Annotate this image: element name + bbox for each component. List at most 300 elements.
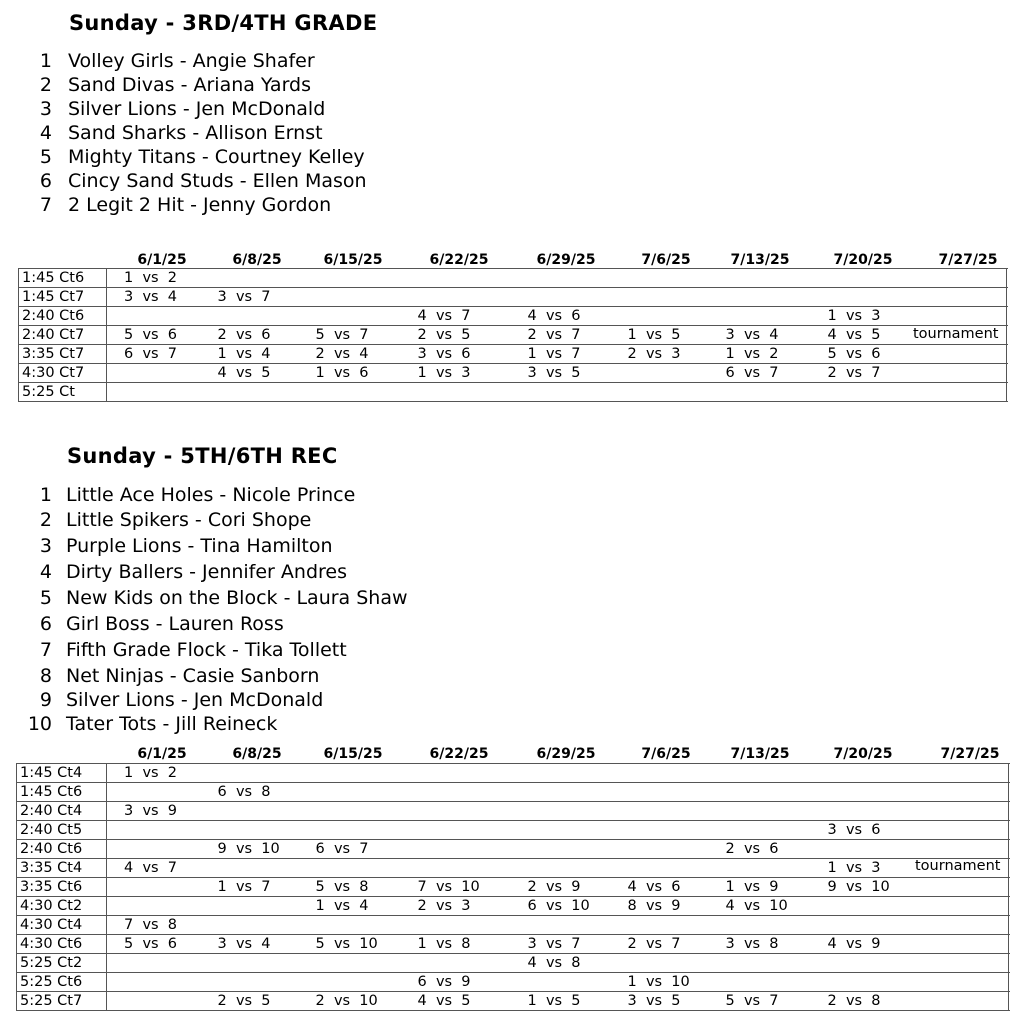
tournament-note: tournament — [913, 326, 999, 342]
match-pairing: 9 vs 10 — [217, 840, 280, 857]
match-cell — [107, 935, 201, 954]
schedule-row — [17, 992, 1009, 1011]
match-cell — [811, 897, 1009, 916]
match-cell — [201, 916, 299, 935]
team-number: 3 — [39, 535, 52, 557]
match-cell — [299, 878, 401, 897]
match-cell — [709, 897, 811, 916]
team-name: Girl Boss - Lauren Ross — [66, 613, 284, 635]
team-number: 7 — [39, 639, 52, 661]
schedule-row — [17, 878, 1009, 897]
match-cell — [107, 288, 201, 307]
team-number: 1 — [39, 50, 52, 72]
match-cell — [401, 954, 511, 973]
tournament-note: tournament — [915, 858, 1001, 874]
match-cell — [511, 269, 611, 288]
time-slot: 1:45 Ct6 — [17, 783, 107, 802]
match-cell — [709, 307, 811, 326]
match-pairing: 2 vs 3 — [417, 897, 471, 914]
match-cell — [811, 364, 1007, 383]
team-name: Sand Sharks - Allison Ernst — [68, 122, 323, 144]
match-pairing: 1 vs 9 — [725, 878, 779, 895]
match-cell — [299, 288, 401, 307]
match-cell — [401, 897, 511, 916]
match-cell — [709, 973, 811, 992]
team-name: 2 Legit 2 Hit - Jenny Gordon — [68, 194, 332, 216]
date-header: 6/22/25 — [429, 746, 489, 762]
time-slot: 2:40 Ct6 — [19, 307, 107, 326]
match-cell — [201, 878, 299, 897]
date-header: 7/20/25 — [833, 746, 893, 762]
schedule-table — [16, 763, 1009, 1011]
match-cell — [299, 345, 401, 364]
match-pairing: 1 vs 8 — [417, 935, 471, 952]
match-cell — [511, 935, 611, 954]
schedule-table — [18, 268, 1007, 402]
match-cell — [299, 326, 401, 345]
team-name: Cincy Sand Studs - Ellen Mason — [68, 170, 367, 192]
match-cell — [611, 973, 709, 992]
team-number: 5 — [39, 587, 52, 609]
team-number: 5 — [39, 146, 52, 168]
team-number: 2 — [39, 509, 52, 531]
team-name: Net Ninjas - Casie Sanborn — [66, 665, 320, 687]
match-cell — [709, 288, 811, 307]
match-cell — [811, 821, 1009, 840]
match-cell — [107, 878, 201, 897]
match-cell — [201, 269, 299, 288]
match-pairing: 1 vs 7 — [217, 878, 271, 895]
match-cell — [201, 821, 299, 840]
match-pairing: 3 vs 8 — [725, 935, 779, 952]
match-pairing: 3 vs 6 — [827, 821, 881, 838]
match-cell — [107, 307, 201, 326]
schedule-row — [17, 935, 1009, 954]
match-cell — [201, 345, 299, 364]
match-cell — [201, 783, 299, 802]
team-name: Silver Lions - Jen McDonald — [66, 689, 324, 711]
match-pairing: 2 vs 9 — [527, 878, 581, 895]
match-cell — [709, 783, 811, 802]
time-slot: 4:30 Ct6 — [17, 935, 107, 954]
match-pairing: 3 vs 5 — [527, 364, 581, 381]
match-cell — [811, 802, 1009, 821]
match-cell — [811, 916, 1009, 935]
match-pairing: 4 vs 5 — [217, 364, 271, 381]
match-cell — [299, 935, 401, 954]
match-cell — [299, 992, 401, 1011]
match-cell — [401, 859, 511, 878]
date-header: 6/1/25 — [137, 252, 187, 268]
match-cell — [709, 935, 811, 954]
team-name: Dirty Ballers - Jennifer Andres — [66, 561, 347, 583]
match-pairing: 2 vs 10 — [315, 992, 378, 1009]
team-number: 3 — [39, 98, 52, 120]
match-cell — [511, 383, 611, 402]
match-cell — [811, 269, 1007, 288]
team-number: 4 — [39, 561, 52, 583]
match-cell — [611, 288, 709, 307]
match-pairing: 4 vs 9 — [827, 935, 881, 952]
team-name: Purple Lions - Tina Hamilton — [66, 535, 333, 557]
match-cell — [107, 764, 201, 783]
match-cell — [811, 878, 1009, 897]
match-cell — [611, 307, 709, 326]
team-number: 9 — [39, 689, 52, 711]
match-cell — [299, 859, 401, 878]
match-pairing: 3 vs 9 — [124, 802, 178, 819]
match-cell — [401, 840, 511, 859]
match-pairing: 5 vs 8 — [315, 878, 369, 895]
match-cell — [709, 802, 811, 821]
match-cell — [611, 935, 709, 954]
match-cell — [811, 288, 1007, 307]
match-cell — [511, 897, 611, 916]
match-cell — [709, 345, 811, 364]
match-cell — [709, 326, 811, 345]
match-pairing: 1 vs 2 — [725, 345, 779, 362]
match-cell — [611, 345, 709, 364]
match-pairing: 2 vs 6 — [725, 840, 779, 857]
match-pairing: 6 vs 8 — [217, 783, 271, 800]
match-cell — [611, 326, 709, 345]
match-pairing: 3 vs 4 — [217, 935, 271, 952]
match-cell — [299, 973, 401, 992]
time-slot: 2:40 Ct4 — [17, 802, 107, 821]
match-pairing: 1 vs 2 — [124, 269, 178, 286]
match-pairing: 1 vs 6 — [315, 364, 369, 381]
time-slot: 2:40 Ct6 — [17, 840, 107, 859]
match-cell — [299, 916, 401, 935]
match-pairing: 1 vs 10 — [627, 973, 690, 990]
match-pairing: 1 vs 2 — [124, 764, 178, 781]
match-cell — [107, 802, 201, 821]
match-cell — [811, 345, 1007, 364]
match-pairing: 7 vs 10 — [417, 878, 480, 895]
match-pairing: 1 vs 3 — [417, 364, 471, 381]
time-slot: 1:45 Ct6 — [19, 269, 107, 288]
schedule-row — [17, 973, 1009, 992]
match-cell — [709, 916, 811, 935]
match-cell — [401, 973, 511, 992]
schedule-row — [17, 764, 1009, 783]
match-cell — [401, 783, 511, 802]
team-name: Silver Lions - Jen McDonald — [68, 98, 326, 120]
match-cell — [811, 954, 1009, 973]
match-cell — [709, 954, 811, 973]
match-cell — [811, 992, 1009, 1011]
match-cell — [401, 916, 511, 935]
match-pairing: 3 vs 6 — [417, 345, 471, 362]
match-cell — [811, 973, 1009, 992]
match-cell — [511, 364, 611, 383]
match-pairing: 7 vs 8 — [124, 916, 178, 933]
match-pairing: 3 vs 7 — [527, 935, 581, 952]
match-cell — [201, 840, 299, 859]
match-cell — [611, 821, 709, 840]
schedule-row — [17, 783, 1009, 802]
match-pairing: 1 vs 4 — [315, 897, 369, 914]
match-pairing: 2 vs 8 — [827, 992, 881, 1009]
match-cell — [401, 288, 511, 307]
schedule-row — [19, 307, 1007, 326]
match-cell — [511, 916, 611, 935]
date-header: 6/1/25 — [137, 746, 187, 762]
match-pairing: 4 vs 5 — [417, 992, 471, 1009]
match-cell — [811, 840, 1009, 859]
match-cell — [611, 269, 709, 288]
schedule-row — [17, 916, 1009, 935]
time-slot: 3:35 Ct6 — [17, 878, 107, 897]
match-pairing: 1 vs 3 — [827, 307, 881, 324]
match-cell — [811, 307, 1007, 326]
match-pairing: 6 vs 9 — [417, 973, 471, 990]
match-cell — [107, 992, 201, 1011]
match-cell — [611, 783, 709, 802]
match-pairing: 1 vs 5 — [527, 992, 581, 1009]
match-cell — [709, 383, 811, 402]
match-cell — [611, 840, 709, 859]
match-cell — [107, 897, 201, 916]
team-number: 7 — [39, 194, 52, 216]
schedule-row — [17, 840, 1009, 859]
match-cell — [709, 364, 811, 383]
match-cell — [811, 783, 1009, 802]
match-cell — [107, 859, 201, 878]
match-cell — [401, 383, 511, 402]
time-slot: 4:30 Ct2 — [17, 897, 107, 916]
match-cell — [709, 992, 811, 1011]
date-header: 7/13/25 — [730, 252, 790, 268]
match-cell — [107, 345, 201, 364]
match-cell — [299, 269, 401, 288]
match-cell — [201, 307, 299, 326]
match-cell — [201, 802, 299, 821]
date-header: 7/27/25 — [938, 252, 998, 268]
section-title: Sunday - 5TH/6TH REC — [67, 444, 338, 468]
match-cell — [611, 764, 709, 783]
match-cell — [511, 783, 611, 802]
match-cell — [401, 935, 511, 954]
team-name: Volley Girls - Angie Shafer — [68, 50, 315, 72]
match-cell — [611, 992, 709, 1011]
match-cell — [811, 383, 1007, 402]
time-slot: 5:25 Ct7 — [17, 992, 107, 1011]
team-number: 10 — [27, 713, 52, 735]
match-pairing: 2 vs 7 — [627, 935, 681, 952]
match-cell — [611, 916, 709, 935]
match-cell — [299, 764, 401, 783]
match-cell — [611, 383, 709, 402]
time-slot: 3:35 Ct4 — [17, 859, 107, 878]
schedule-row — [19, 288, 1007, 307]
schedule-row — [19, 326, 1007, 345]
match-pairing: 6 vs 7 — [725, 364, 779, 381]
match-cell — [709, 840, 811, 859]
match-cell — [201, 288, 299, 307]
match-cell — [201, 954, 299, 973]
match-cell — [611, 859, 709, 878]
date-header-row — [0, 746, 1024, 764]
schedule-section-3rd-4th — [0, 0, 1024, 410]
match-cell — [401, 364, 511, 383]
match-pairing: 5 vs 10 — [315, 935, 378, 952]
match-pairing: 5 vs 7 — [315, 326, 369, 343]
match-pairing: 2 vs 5 — [417, 326, 471, 343]
match-pairing: 8 vs 9 — [627, 897, 681, 914]
match-pairing: 5 vs 6 — [124, 326, 178, 343]
match-cell — [401, 992, 511, 1011]
team-name: Little Ace Holes - Nicole Prince — [66, 484, 356, 506]
match-cell — [611, 897, 709, 916]
match-cell — [201, 973, 299, 992]
match-cell — [709, 859, 811, 878]
match-cell — [511, 345, 611, 364]
match-cell — [511, 973, 611, 992]
match-pairing: 4 vs 10 — [725, 897, 788, 914]
date-header: 6/8/25 — [232, 252, 282, 268]
match-cell — [201, 992, 299, 1011]
date-header: 6/29/25 — [536, 746, 596, 762]
match-cell — [709, 821, 811, 840]
match-cell — [107, 954, 201, 973]
team-number: 6 — [39, 170, 52, 192]
date-header: 6/22/25 — [429, 252, 489, 268]
match-cell — [401, 269, 511, 288]
time-slot: 2:40 Ct7 — [19, 326, 107, 345]
match-cell — [299, 840, 401, 859]
match-cell — [201, 935, 299, 954]
match-pairing: 5 vs 6 — [827, 345, 881, 362]
match-pairing: 6 vs 10 — [527, 897, 590, 914]
match-pairing: 6 vs 7 — [124, 345, 178, 362]
match-cell — [201, 764, 299, 783]
match-cell — [511, 878, 611, 897]
match-pairing: 4 vs 5 — [827, 326, 881, 343]
match-cell — [401, 802, 511, 821]
match-pairing: 5 vs 7 — [725, 992, 779, 1009]
schedule-row — [17, 954, 1009, 973]
match-pairing: 3 vs 4 — [725, 326, 779, 343]
match-cell — [299, 802, 401, 821]
match-cell — [107, 269, 201, 288]
time-slot: 2:40 Ct5 — [17, 821, 107, 840]
time-slot: 5:25 Ct6 — [17, 973, 107, 992]
time-slot: 4:30 Ct4 — [17, 916, 107, 935]
match-cell — [511, 802, 611, 821]
match-cell — [299, 364, 401, 383]
match-cell — [107, 821, 201, 840]
team-number: 4 — [39, 122, 52, 144]
match-cell — [811, 935, 1009, 954]
match-pairing: 3 vs 5 — [627, 992, 681, 1009]
match-cell — [299, 383, 401, 402]
match-pairing: 4 vs 6 — [527, 307, 581, 324]
time-slot: 1:45 Ct4 — [17, 764, 107, 783]
schedule-row — [17, 821, 1009, 840]
match-cell — [299, 783, 401, 802]
team-number: 8 — [39, 665, 52, 687]
match-pairing: 2 vs 4 — [315, 345, 369, 362]
date-header: 6/29/25 — [536, 252, 596, 268]
time-slot: 5:25 Ct2 — [17, 954, 107, 973]
match-cell — [401, 307, 511, 326]
date-header: 6/15/25 — [323, 746, 383, 762]
team-name: Fifth Grade Flock - Tika Tollett — [66, 639, 347, 661]
match-cell — [201, 859, 299, 878]
date-header: 7/6/25 — [641, 746, 691, 762]
match-cell — [201, 897, 299, 916]
match-pairing: 4 vs 8 — [527, 954, 581, 971]
match-cell — [401, 878, 511, 897]
match-cell — [299, 821, 401, 840]
match-pairing: 3 vs 7 — [217, 288, 271, 305]
match-pairing: 9 vs 10 — [827, 878, 890, 895]
match-cell — [511, 840, 611, 859]
match-cell — [511, 326, 611, 345]
team-number: 2 — [39, 74, 52, 96]
team-name: Tater Tots - Jill Reineck — [66, 713, 278, 735]
match-cell — [709, 878, 811, 897]
match-cell — [511, 859, 611, 878]
match-pairing: 2 vs 7 — [527, 326, 581, 343]
match-pairing: 1 vs 3 — [827, 859, 881, 876]
team-name: Little Spikers - Cori Shope — [66, 509, 312, 531]
match-cell — [511, 954, 611, 973]
match-cell — [401, 326, 511, 345]
match-cell — [611, 878, 709, 897]
match-cell — [401, 764, 511, 783]
date-header: 7/13/25 — [730, 746, 790, 762]
match-pairing: 2 vs 7 — [827, 364, 881, 381]
team-number: 1 — [39, 484, 52, 506]
match-cell — [201, 364, 299, 383]
date-header: 7/20/25 — [833, 252, 893, 268]
schedule-row — [17, 859, 1009, 878]
schedule-row — [17, 897, 1009, 916]
match-pairing: 5 vs 6 — [124, 935, 178, 952]
schedule-row — [17, 802, 1009, 821]
team-name: Sand Divas - Ariana Yards — [68, 74, 312, 96]
match-pairing: 3 vs 4 — [124, 288, 178, 305]
schedule-section-5th-6th-rec — [0, 430, 1024, 1019]
match-pairing: 4 vs 7 — [417, 307, 471, 324]
match-cell — [511, 992, 611, 1011]
match-cell — [611, 364, 709, 383]
section-title: Sunday - 3RD/4TH GRADE — [69, 11, 378, 35]
time-slot: 4:30 Ct7 — [19, 364, 107, 383]
schedule-row — [19, 345, 1007, 364]
match-cell — [201, 326, 299, 345]
match-cell — [611, 802, 709, 821]
match-pairing: 4 vs 6 — [627, 878, 681, 895]
team-name: New Kids on the Block - Laura Shaw — [66, 587, 408, 609]
match-cell — [811, 764, 1009, 783]
schedule-row — [19, 383, 1007, 402]
match-cell — [299, 954, 401, 973]
match-cell — [107, 916, 201, 935]
date-header: 7/27/25 — [940, 746, 1000, 762]
match-cell — [201, 383, 299, 402]
date-header: 7/6/25 — [641, 252, 691, 268]
match-cell — [511, 288, 611, 307]
time-slot: 1:45 Ct7 — [19, 288, 107, 307]
match-pairing: 4 vs 7 — [124, 859, 178, 876]
match-cell — [107, 973, 201, 992]
match-pairing: 1 vs 5 — [627, 326, 681, 343]
match-cell — [107, 840, 201, 859]
match-pairing: 2 vs 5 — [217, 992, 271, 1009]
